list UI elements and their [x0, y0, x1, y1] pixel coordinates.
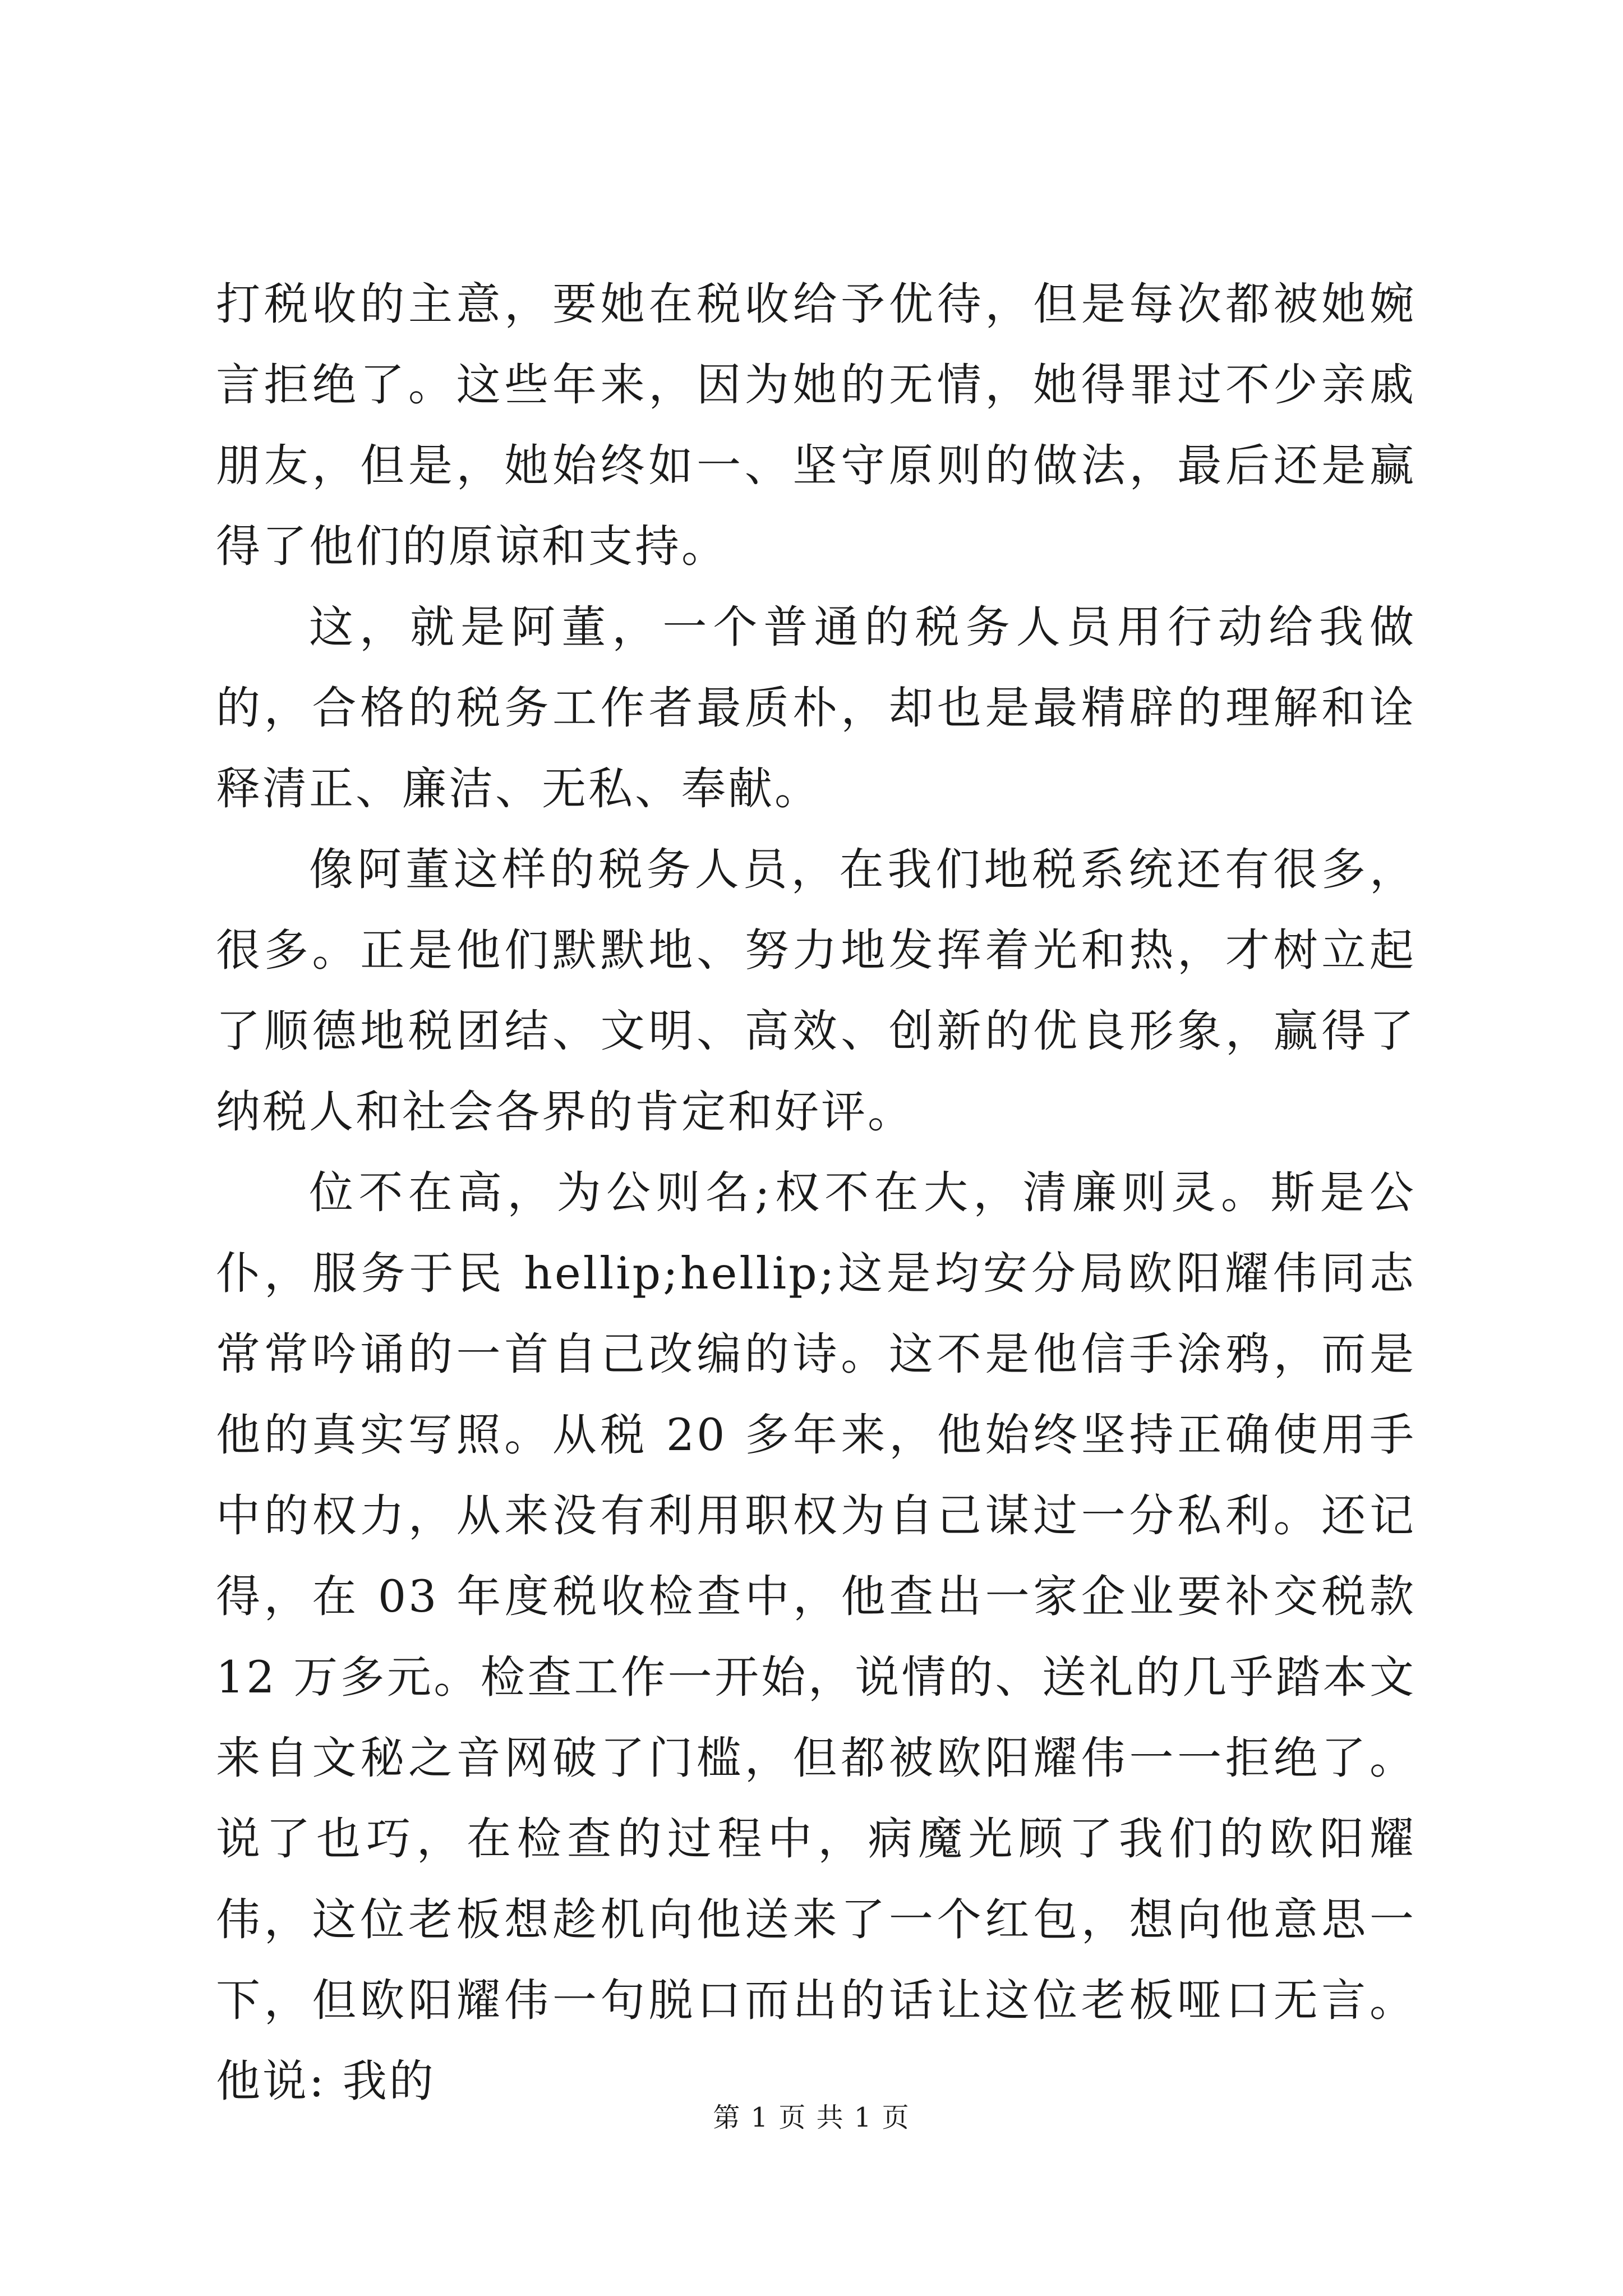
paragraph-a-dong-summary: 这，就是阿董，一个普通的税务人员用行动给我做的，合格的税务工作者最质朴，却也是最精辟的理解和诠释清正、廉洁、无私、奉献。 — [216, 601, 1416, 815]
document-body — [216, 264, 1416, 2122]
page-number-footer: 第 1 页 共 1 页 — [713, 2102, 910, 2133]
paragraph-ouyang-yaowei: 位不在高，为公则名;权不在大，清廉则灵。斯是公仆，服务于民 hellip;hellip;这是均安分局欧阳耀伟同志常常吟诵的一首自己改编的诗。这不是他信手涂鸦，而是他的真实写照。从税 20 多年来，他始终坚持正确使用手中的权力，从来没有利用职权为自己谋过一分私利。还记得，在 03 年度税收检查中，他查出一家企业要补交税款 12 万多元。检查工作一开始，说情的、送礼的几乎踏本文来自文秘之音网破了门槛，但都被欧阳耀伟一一拒绝了。说了也巧，在检查的过程中，病魔光顾了我们的欧阳耀伟，这位老板想趁机向他送来了一个红包，想向他意思一下，但欧阳耀伟一句脱口而出的话让这位老板哑口无言。他说: 我的 — [216, 1167, 1416, 2107]
paragraph-tax-staff-image: 像阿董这样的税务人员，在我们地税系统还有很多，很多。正是他们默默地、努力地发挥着光和热，才树立起了顺德地税团结、文明、高效、创新的优良形象，赢得了纳税人和社会各界的肯定和好评。 — [216, 844, 1416, 1138]
paragraph-continuation: 打税收的主意，要她在税收给予优待，但是每次都被她婉言拒绝了。这些年来，因为她的无情，她得罪过不少亲戚朋友，但是，她始终如一、坚守原则的做法，最后还是赢得了他们的原谅和支持。 — [216, 278, 1416, 572]
